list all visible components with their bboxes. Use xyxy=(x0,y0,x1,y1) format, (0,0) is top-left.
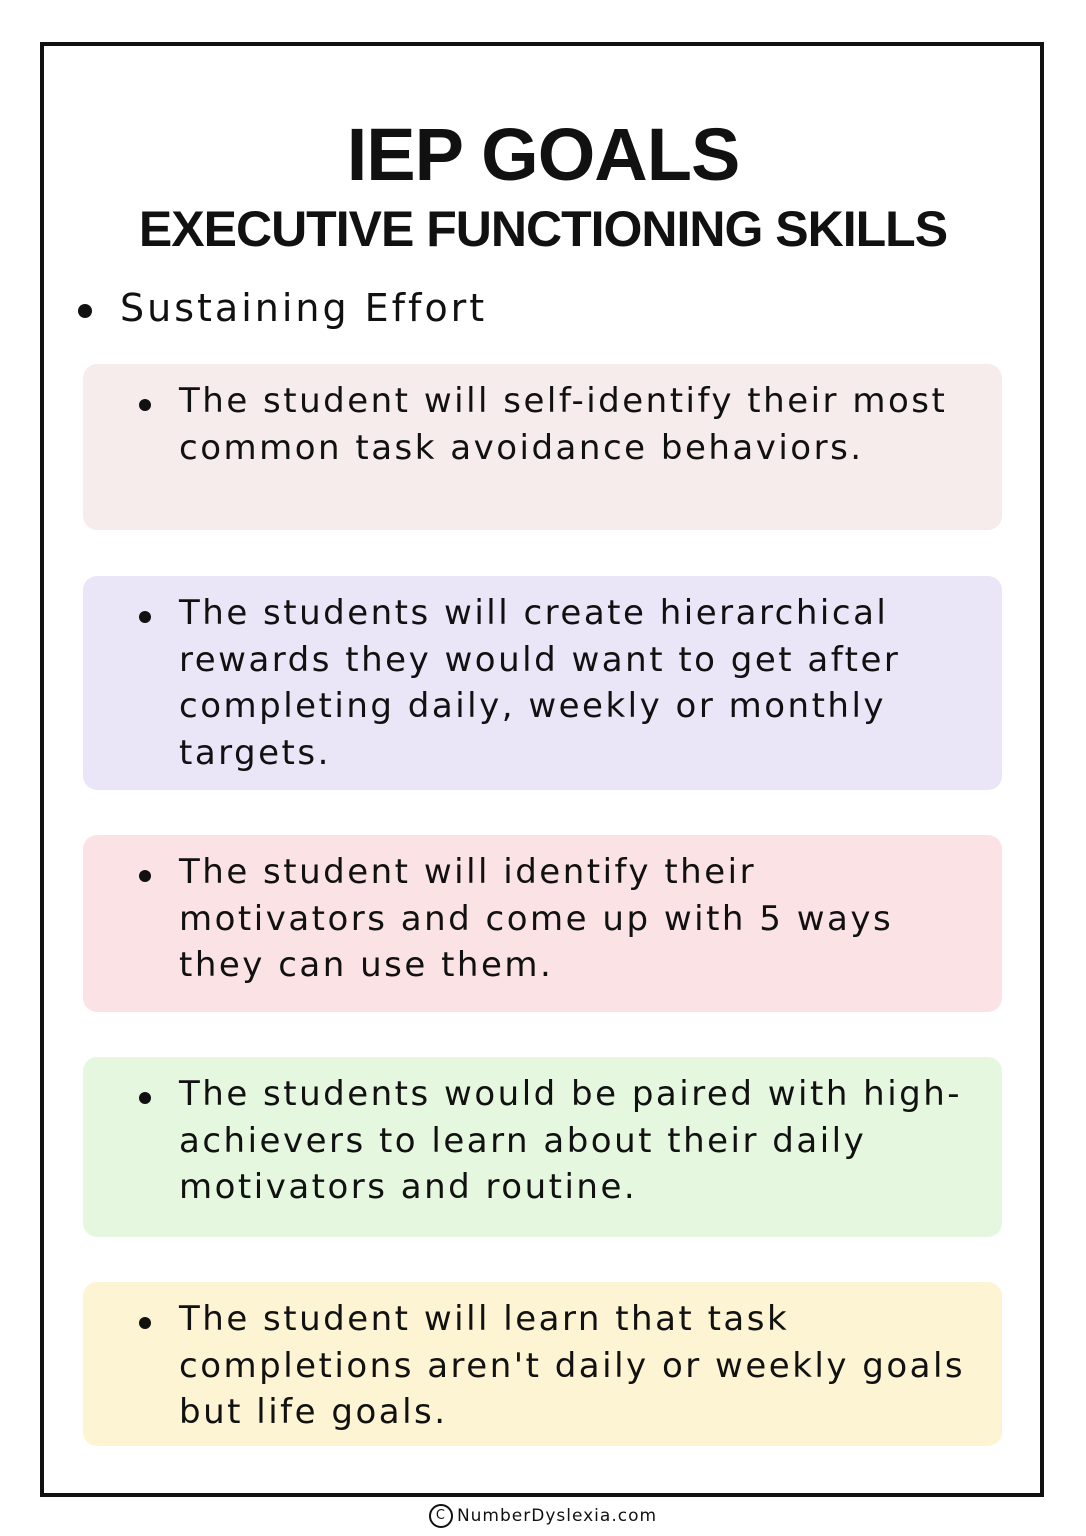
footer-text: NumberDyslexia.com xyxy=(456,1506,658,1526)
bullet-icon xyxy=(139,611,151,623)
bullet-icon xyxy=(78,304,92,318)
goal-card xyxy=(83,1057,1002,1237)
page-subtitle: EXECUTIVE FUNCTIONING SKILLS xyxy=(138,201,948,257)
section-heading: Sustaining Effort xyxy=(78,286,487,330)
goal-text: The student will identify their motivators and come up with 5 ways they can use them. xyxy=(179,852,894,985)
bullet-icon xyxy=(139,399,151,411)
goal-card xyxy=(83,364,1002,530)
goal-text: The student will self-identify their most common task avoidance behaviors. xyxy=(179,381,948,468)
bullet-icon xyxy=(139,1317,151,1329)
goal-card xyxy=(83,835,1002,1012)
page-title: IEP GOALS xyxy=(346,113,740,196)
goal-text: The students would be paired with high-achievers to learn about their daily motivators and routine. xyxy=(179,1074,963,1207)
goal-card xyxy=(83,1282,1002,1446)
bullet-icon xyxy=(139,1092,151,1104)
copyright-icon: C xyxy=(429,1504,453,1528)
goal-text: The student will learn that task completions aren't daily or weekly goals but life goals. xyxy=(179,1299,966,1432)
goal-text: The students will create hierarchical rewards they would want to get after completing daily, weekly or monthly targets. xyxy=(179,593,901,773)
footer xyxy=(0,1504,1086,1528)
goal-card xyxy=(83,576,1002,790)
bullet-icon xyxy=(139,870,151,882)
